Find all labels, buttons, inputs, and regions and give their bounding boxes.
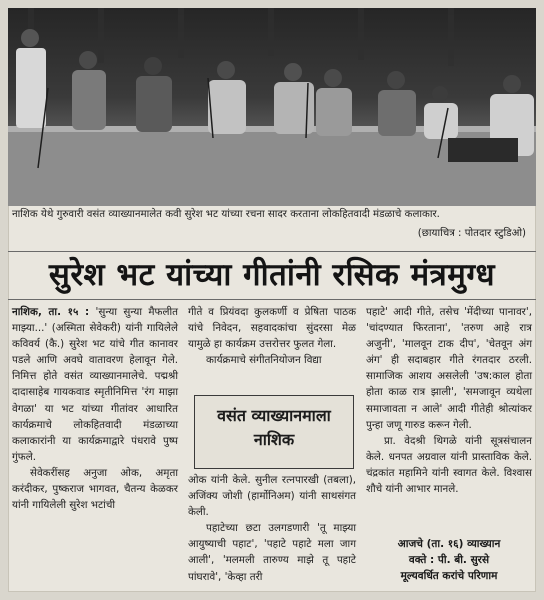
article-column-2-bottom (188, 472, 356, 585)
series-title-line-2: नाशिक (253, 430, 295, 449)
stage-photo-illustration (8, 8, 536, 206)
column-2-paragraph-4: पहाटेच्या छटा उलगडणारी 'तू माझ्या आयुष्याची पहाट', 'पहाटे पहाटे मला जाग आली', 'मलमली तारुण्य माझे तू पहाटे पांघरावे', 'केव्हा तरी (188, 522, 356, 583)
lecture-date: आजचे (ता. १६) व्याख्यान (397, 538, 501, 550)
column-1-paragraph-2: सेवेकरींसह अनुजा ओक, अमृता करंदीकर, पुष्कराज भागवत, चैतन्य केळकर यांनी गायिलेली सुरेश भटांची (12, 466, 178, 512)
column-2-paragraph-2: कार्यक्रमाचे संगीतनियोजन विद्या (206, 354, 322, 367)
lecture-speaker: वक्ते : पी. बी. सुरसे (408, 554, 490, 566)
column-2-paragraph-3: ओक यांनी केले. सुनील रत्नपारखी (तबला), अजिंक्य जोशी (हार्मोनिअम) यांनी साथसंगत केली. (188, 474, 356, 519)
photo-caption: नाशिक येथे गुरुवारी वसंत व्याख्यानमालेत कवी सुरेश भट यांच्या रचना सादर करताना लोकहितवादी मंडळाचे कलाकार. (12, 209, 440, 220)
news-photo (8, 8, 536, 206)
dateline: नाशिक, ता. १५ : (12, 306, 90, 318)
newspaper-clipping (8, 8, 536, 592)
column-1-paragraph-1 (12, 304, 178, 465)
series-title-box (194, 395, 354, 469)
column-3-paragraph-1: पहाटे' आदी गीते, तसेच 'मेंदीच्या पानावर', 'चांदण्यात फिरताना', 'तरुण आहे रात्र अजुनी', 'मालवून टाक दीप', 'चेतवून अंग अंग' ही सदाबहार गीते रंगतदार ठरली. सामाजिक आशय असलेली 'उष:काल होता होता काळ रात्र झाली', 'समजावून व्यथेला समाजावता न आले' आदी गीतेही श्रोत्यांकर पुन्हा जणू गारुड करून गेली. (366, 306, 532, 431)
article-column-2-top (188, 304, 356, 368)
series-title-line-1: वसंत व्याख्यानमाला (217, 406, 331, 425)
divider-headline (8, 299, 536, 300)
headline: सुरेश भट यांच्या गीतांनी रसिक मंत्रमुग्ध (48, 257, 496, 293)
photo-credit: (छायाचित्र : पोतदार स्टुडिओ) (417, 228, 526, 239)
article-column-3 (366, 304, 532, 497)
column-3-paragraph-2: प्रा. वेदश्री थिगळे यांनी सूत्रसंचालन केले. धनपत अग्रवाल यांनी प्रास्ताविक केले. चंद्रकांत महामिने यांनी स्वागत केले. विश्वास शौचे यांनी आभार मानले. (366, 434, 532, 496)
column-1-text-1: 'सुन्या सुन्या मैफलीत माझ्या...' (अस्मिता सेवेकरी) यांनी गायिलेले कविवर्य (कै.) सुरेश भट यांचे गीत कानावर पडले आणि अवघे वातावरण हेलावून गेले. निमित्त होते वसंत व्याख्यानमालेचे. पद्मश्री दादासाहेब गायकवाड स्मृतीनिमित्त 'रंग माझा वेगळा' या भट यांच्या गीतांवर आधारित कार्यक्रमाचे लोकहितवादी मंडळाच्या कलाकारांनी या कार्यक्रमाद्वारे पंधरावे पुष्प गुंफले. (12, 306, 178, 463)
column-2-paragraph-1: गीते व प्रियंवदा कुलकर्णी व प्रेषिता पाठक यांचे निवेदन, सहवादकांचा सुंदरसा मेळ यामुळे हा कार्यक्रम उत्तरोत्तर फुलत गेला. (188, 306, 356, 351)
divider-top (8, 251, 536, 252)
lecture-topic: मूल्यवर्धित करांचे परिणाम (400, 570, 498, 582)
todays-lecture-notice (366, 536, 532, 584)
article-column-1 (12, 304, 178, 513)
